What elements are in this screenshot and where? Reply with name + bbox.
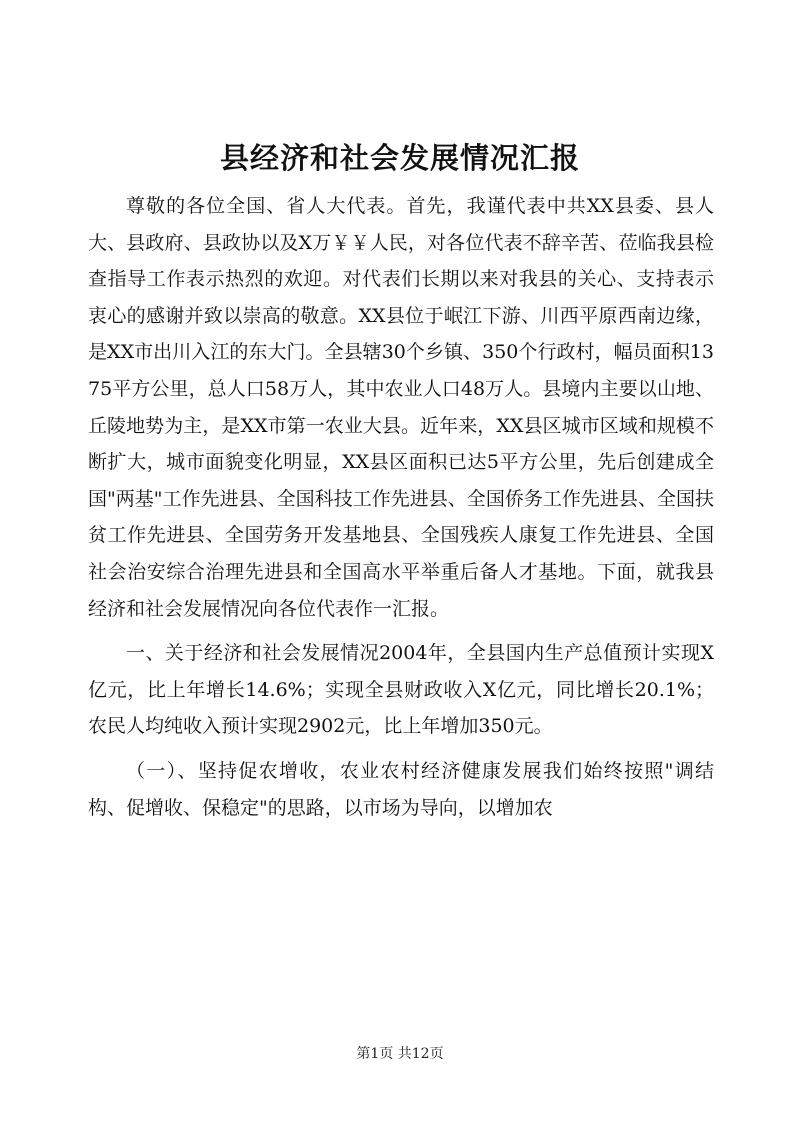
document-body xyxy=(88,188,714,826)
paragraph-economy-overview: 一、关于经济和社会发展情况2004年，全县国内生产总值预计实现X亿元，比上年增长14.6%；实现全县财政收入X亿元，同比增长20.1%；农民人均纯收入预计实现2902元，比上年增加350元。 xyxy=(88,642,714,738)
page-number-footer: 第1页 共12页 xyxy=(356,1046,444,1062)
document-title: 县经济和社会发展情况汇报 xyxy=(219,141,580,175)
paragraph-agriculture: （一）、坚持促农增收，农业农村经济健康发展我们始终按照"调结构、促增收、保稳定"的思路，以市场为导向，以增加农 xyxy=(88,759,714,819)
paragraph-intro: 尊敬的各位全国、省人大代表。首先，我谨代表中共XX县委、县人大、县政府、县政协以及X万￥￥人民，对各位代表不辞辛苦、莅临我县检查指导工作表示热烈的欢迎。对代表们长期以来对我县的关心、支持表示衷心的感谢并致以崇高的敬意。XX县位于岷江下游、川西平原西南边缘，是XX市出川入江的东大门。全县辖30个乡镇、350个行政村，幅员面积1375平方公里，总人口58万人，其中农业人口48万人。县境内主要以山地、丘陵地势为主，是XX市第一农业大县。近年来，XX县区城市区域和规模不断扩大，城市面貌变化明显，XX县区面积已达5平方公里，先后创建成全国"两基"工作先进县、全国科技工作先进县、全国侨务工作先进县、全国扶贫工作先进县、全国劳务开发基地县、全国残疾人康复工作先进县、全国社会治安综合治理先进县和全国高水平举重后备人才基地。下面，就我县经济和社会发展情况向各位代表作一汇报。 xyxy=(88,195,714,620)
